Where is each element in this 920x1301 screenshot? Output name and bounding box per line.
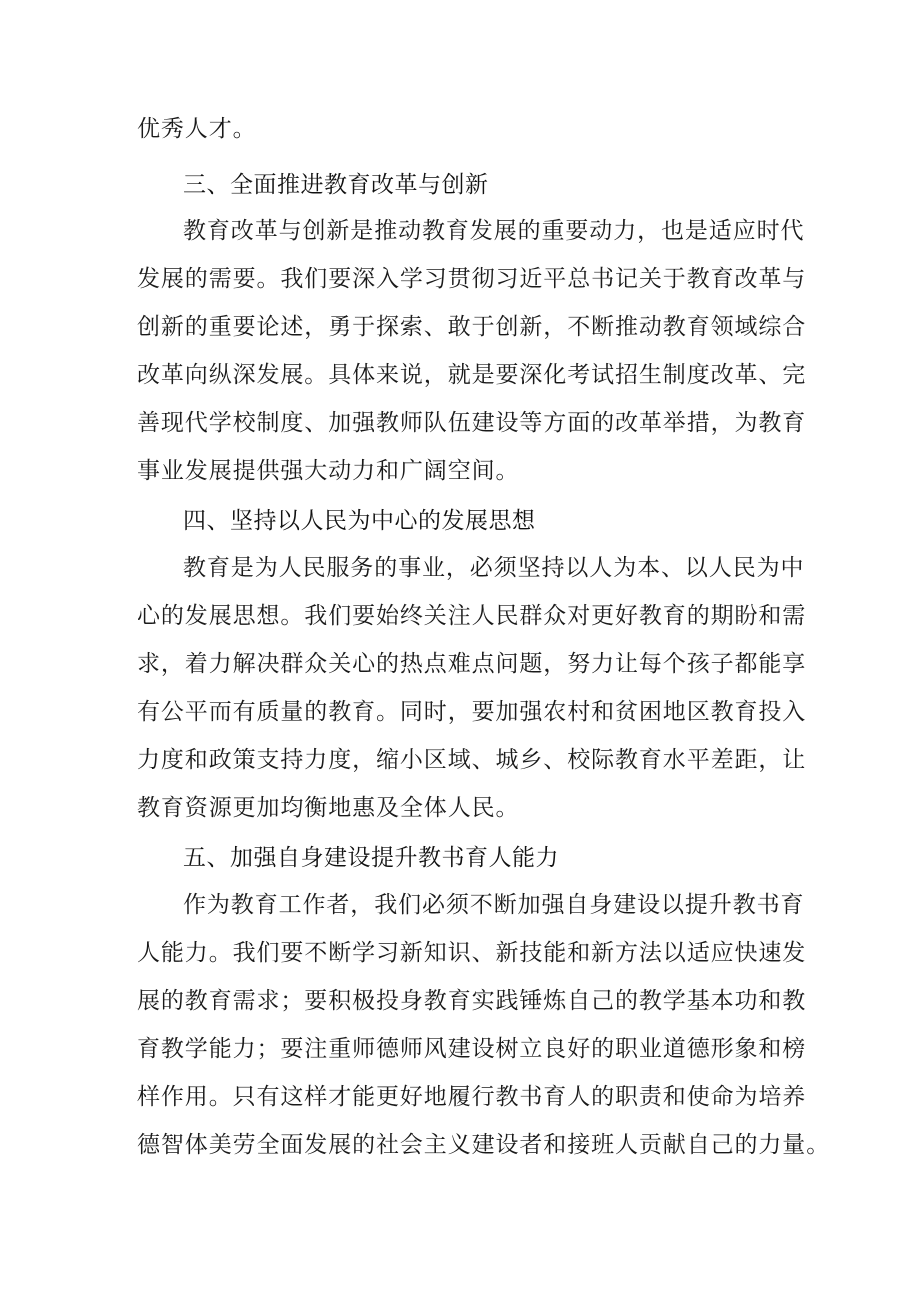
section-3-line-2: 发展的需要。我们要深入学习贯彻习近平总书记关于教育改革与 bbox=[137, 266, 807, 292]
section-4-line-6: 教育资源更加均衡地惠及全体人民。 bbox=[137, 795, 520, 821]
section-4-line-2: 心的发展思想。我们要始终关注人民群众对更好教育的期盼和需 bbox=[137, 603, 807, 629]
section-4-line-1: 教育是为人民服务的事业，必须坚持以人为本、以人民为中 bbox=[183, 555, 805, 581]
section-5-line-6: 德智体美劳全面发展的社会主义建设者和接班人贡献自己的力量。 bbox=[137, 1132, 831, 1158]
section-5-line-1: 作为教育工作者，我们必须不断加强自身建设以提升教书育 bbox=[183, 892, 805, 918]
section-5-line-5: 样作用。只有这样才能更好地履行教书育人的职责和使命为培养 bbox=[137, 1084, 807, 1110]
section-5-line-2: 人能力。我们要不断学习新知识、新技能和新方法以适应快速发 bbox=[137, 940, 807, 966]
section-3-line-3: 创新的重要论述，勇于探索、敢于创新，不断推动教育领域综合 bbox=[137, 314, 807, 340]
section-5-line-4: 育教学能力；要注重师德师风建设树立良好的职业道德形象和榜 bbox=[137, 1036, 807, 1062]
section-3-line-1: 教育改革与创新是推动教育发展的重要动力，也是适应时代 bbox=[183, 218, 805, 244]
section-5-line-3: 展的教育需求；要积极投身教育实践锤炼自己的教学基本功和教 bbox=[137, 988, 807, 1014]
section-3-line-4: 改革向纵深发展。具体来说，就是要深化考试招生制度改革、完 bbox=[137, 362, 807, 388]
section-3-heading: 三、全面推进教育改革与创新 bbox=[183, 172, 489, 198]
section-4-heading: 四、坚持以人民为中心的发展思想 bbox=[183, 508, 536, 534]
lead-line: 优秀人才。 bbox=[137, 116, 257, 142]
section-3-line-6: 事业发展提供强大动力和广阔空间。 bbox=[137, 458, 520, 484]
section-4-line-5: 力度和政策支持力度，缩小区域、城乡、校际教育水平差距，让 bbox=[137, 747, 807, 773]
section-4-line-3: 求，着力解决群众关心的热点难点问题，努力让每个孩子都能享 bbox=[137, 651, 807, 677]
section-5-heading: 五、加强自身建设提升教书育人能力 bbox=[183, 845, 559, 871]
section-4-line-4: 有公平而有质量的教育。同时，要加强农村和贫困地区教育投入 bbox=[137, 699, 807, 725]
section-3-line-5: 善现代学校制度、加强教师队伍建设等方面的改革举措，为教育 bbox=[137, 410, 807, 436]
